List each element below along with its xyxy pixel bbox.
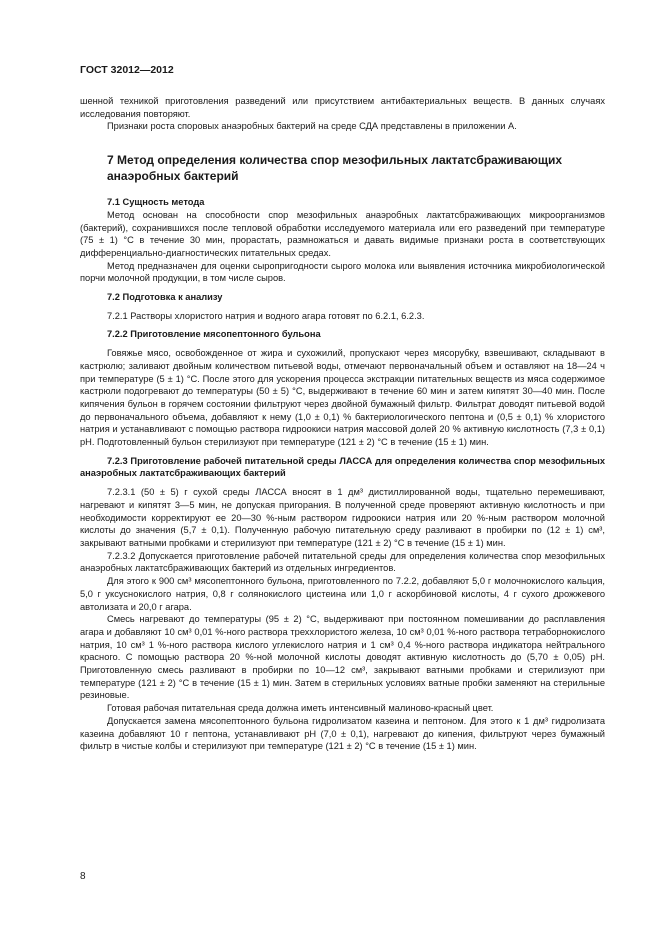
spacer [80, 184, 605, 196]
body-paragraph: шенной техникой приготовления разведений или присутствием антибактериальных веществ. В данных случаях исследования повторяют. [80, 96, 605, 119]
body-paragraph: Говяжье мясо, освобожденное от жира и сухожилий, пропускают через мясорубку, взвешивают, складывают в кастрюлю; заливают двойным количеством питьевой воды, отмечают первоначальный объем и оставляют на 18—24 ч при температуре (5 ± 1) °С. После этого для ускорения процесса экстракции питательных веществ из мяса содержимое кастрюли подогревают до температуры (50 ± 5) °С, выдерживают в течение 60 мин и затем кипятят 30—40 мин. После кипячения бульон в горячем состоянии фильтруют через двойной бумажный фильтр. Фильтрат доводят питьевой водой до первоначального объема, добавляют к нему (1,0 ± 0,1) % бактериологического пептона и (0,5 ± 0,1) % хлористого натрия и устанавливают с помощью раствора гидроокиси натрия массовой долей 20 % активную кислотность (7,3 ± 0,1) рН. Подготовленный бульон стерилизуют при температуре (121 ± 2) °С в течение (15 ± 1) мин. [80, 348, 605, 448]
body-paragraph: Признаки роста споровых анаэробных бактерий на среде СДА представлены в приложении А. [107, 121, 517, 132]
subsection-heading: 7.1 Сущность метода [107, 197, 205, 208]
body-paragraph: Для этого к 900 см³ мясопептонного бульона, приготовленного по 7.2.2, добавляют 5,0 г молочнокислого кальция, 5,0 г уксуснокислого натрия, 0,8 г солянокислого цистеина или 1,0 г аскорбиновой кислоты, 4 г сухого дрожжевого автолизата и 20,0 г агара. [80, 576, 605, 612]
body-paragraph: Метод основан на способности спор мезофильных анаэробных лактатсбраживающих микроорганизмов (бактерий), сохранившихся после тепловой обработки исследуемого материала или его разведений при температуре (75 ± 1) °С в течение 30 мин, прорастать, размножаться и давать видимые признаки роста в соответствующих дифференциально-диагностических питательных средах. [80, 209, 605, 258]
body-paragraph: 7.2.1 Растворы хлористого натрия и водного агара готовят по 6.2.1, 6.2.3. [107, 310, 425, 321]
body-paragraph: Смесь нагревают до температуры (95 ± 2) °С, выдерживают при постоянном помешивании до расплавления агара и добавляют 10 см³ 0,01 %-ного раствора треххлористого железа, 10 см³ 0,01 %-ного раствора тетраборнокислого натрия, 10 см³ 1 %-ного раствора кислого углекислого натрия и 1 см³ 0,4 %-ного раствора индикатора нейтрального красного. С помощью раствора 20 %-ной молочной кислоты доводят активную кислотность до (5,70 ± 0,05) рН. Приготовленную смесь разливают в пробирки по 10—12 см³, закрывают ватными пробками и стерилизуют при температуре (121 ± 2) °С в течение (15 ± 1) мин. Затем в стерильных условиях ватные пробки заменяют на стерильные резиновые. [80, 614, 605, 701]
page-number: 8 [80, 871, 86, 882]
document-header: ГОСТ 32012—2012 [80, 64, 174, 76]
subsection-heading: 7.2.3 Приготовление рабочей питательной среды ЛАССА для определения количества спор мезофильных анаэробных лактатсбраживающих бактерий [80, 455, 605, 479]
body-paragraph: Метод предназначен для оценки сыропригодности сырого молока или выявления источника микробиологической порчи молочной продукции, в том числе сыров. [80, 260, 605, 284]
subsection-heading: 7.2.2 Приготовление мясопептонного бульона [107, 329, 321, 340]
body-paragraph: 7.2.3.1 (50 ± 5) г сухой среды ЛАССА вносят в 1 дм³ дистиллированной воды, тщательно перемешивают, нагревают и кипятят 3—5 мин, не допуская пригорания. В полученной среде проверяют активную кислотность и при необходимости корректируют ее 20—30 %-ным раствором гидроокиси натрия или 20 %-ным раствором молочной кислоты до значения (5,7 ± 0,1). Полученную рабочую питательную среду разливают в пробирки по (12 ± 1) см³, закрывают ватными пробками и стерилизуют при температуре (121 ± 2) °С в течение (15 ± 1) мин. [80, 487, 605, 548]
body-paragraph: 7.2.3.2 Допускается приготовление рабочей питательной среды для определения количества спор мезофильных анаэробных лактатсбраживающих бактерий из отдельных ингредиентов. [80, 550, 605, 574]
body-paragraph: Готовая рабочая питательная среда должна иметь интенсивный малиново-красный цвет. [107, 703, 494, 714]
body-paragraph: Допускается замена мясопептонного бульона гидролизатом казеина и пептоном. Для этого к 1 дм³ гидролизата казеина добавляют 10 г пептона, устанавливают рН (7,0 ± 0,1), нагревают до кипения, фильтруют через бумажный фильтр в чистые колбы и стерилизуют при температуре (121 ± 2) °С в течение (15 ± 1) мин. [80, 715, 605, 752]
section-heading: 7 Метод определения количества спор мезофильных лактатсбраживающих анаэробных бактерий [107, 153, 563, 183]
subsection-heading: 7.2 Подготовка к анализу [107, 292, 223, 303]
spacer [80, 133, 605, 153]
document-body [80, 95, 605, 753]
